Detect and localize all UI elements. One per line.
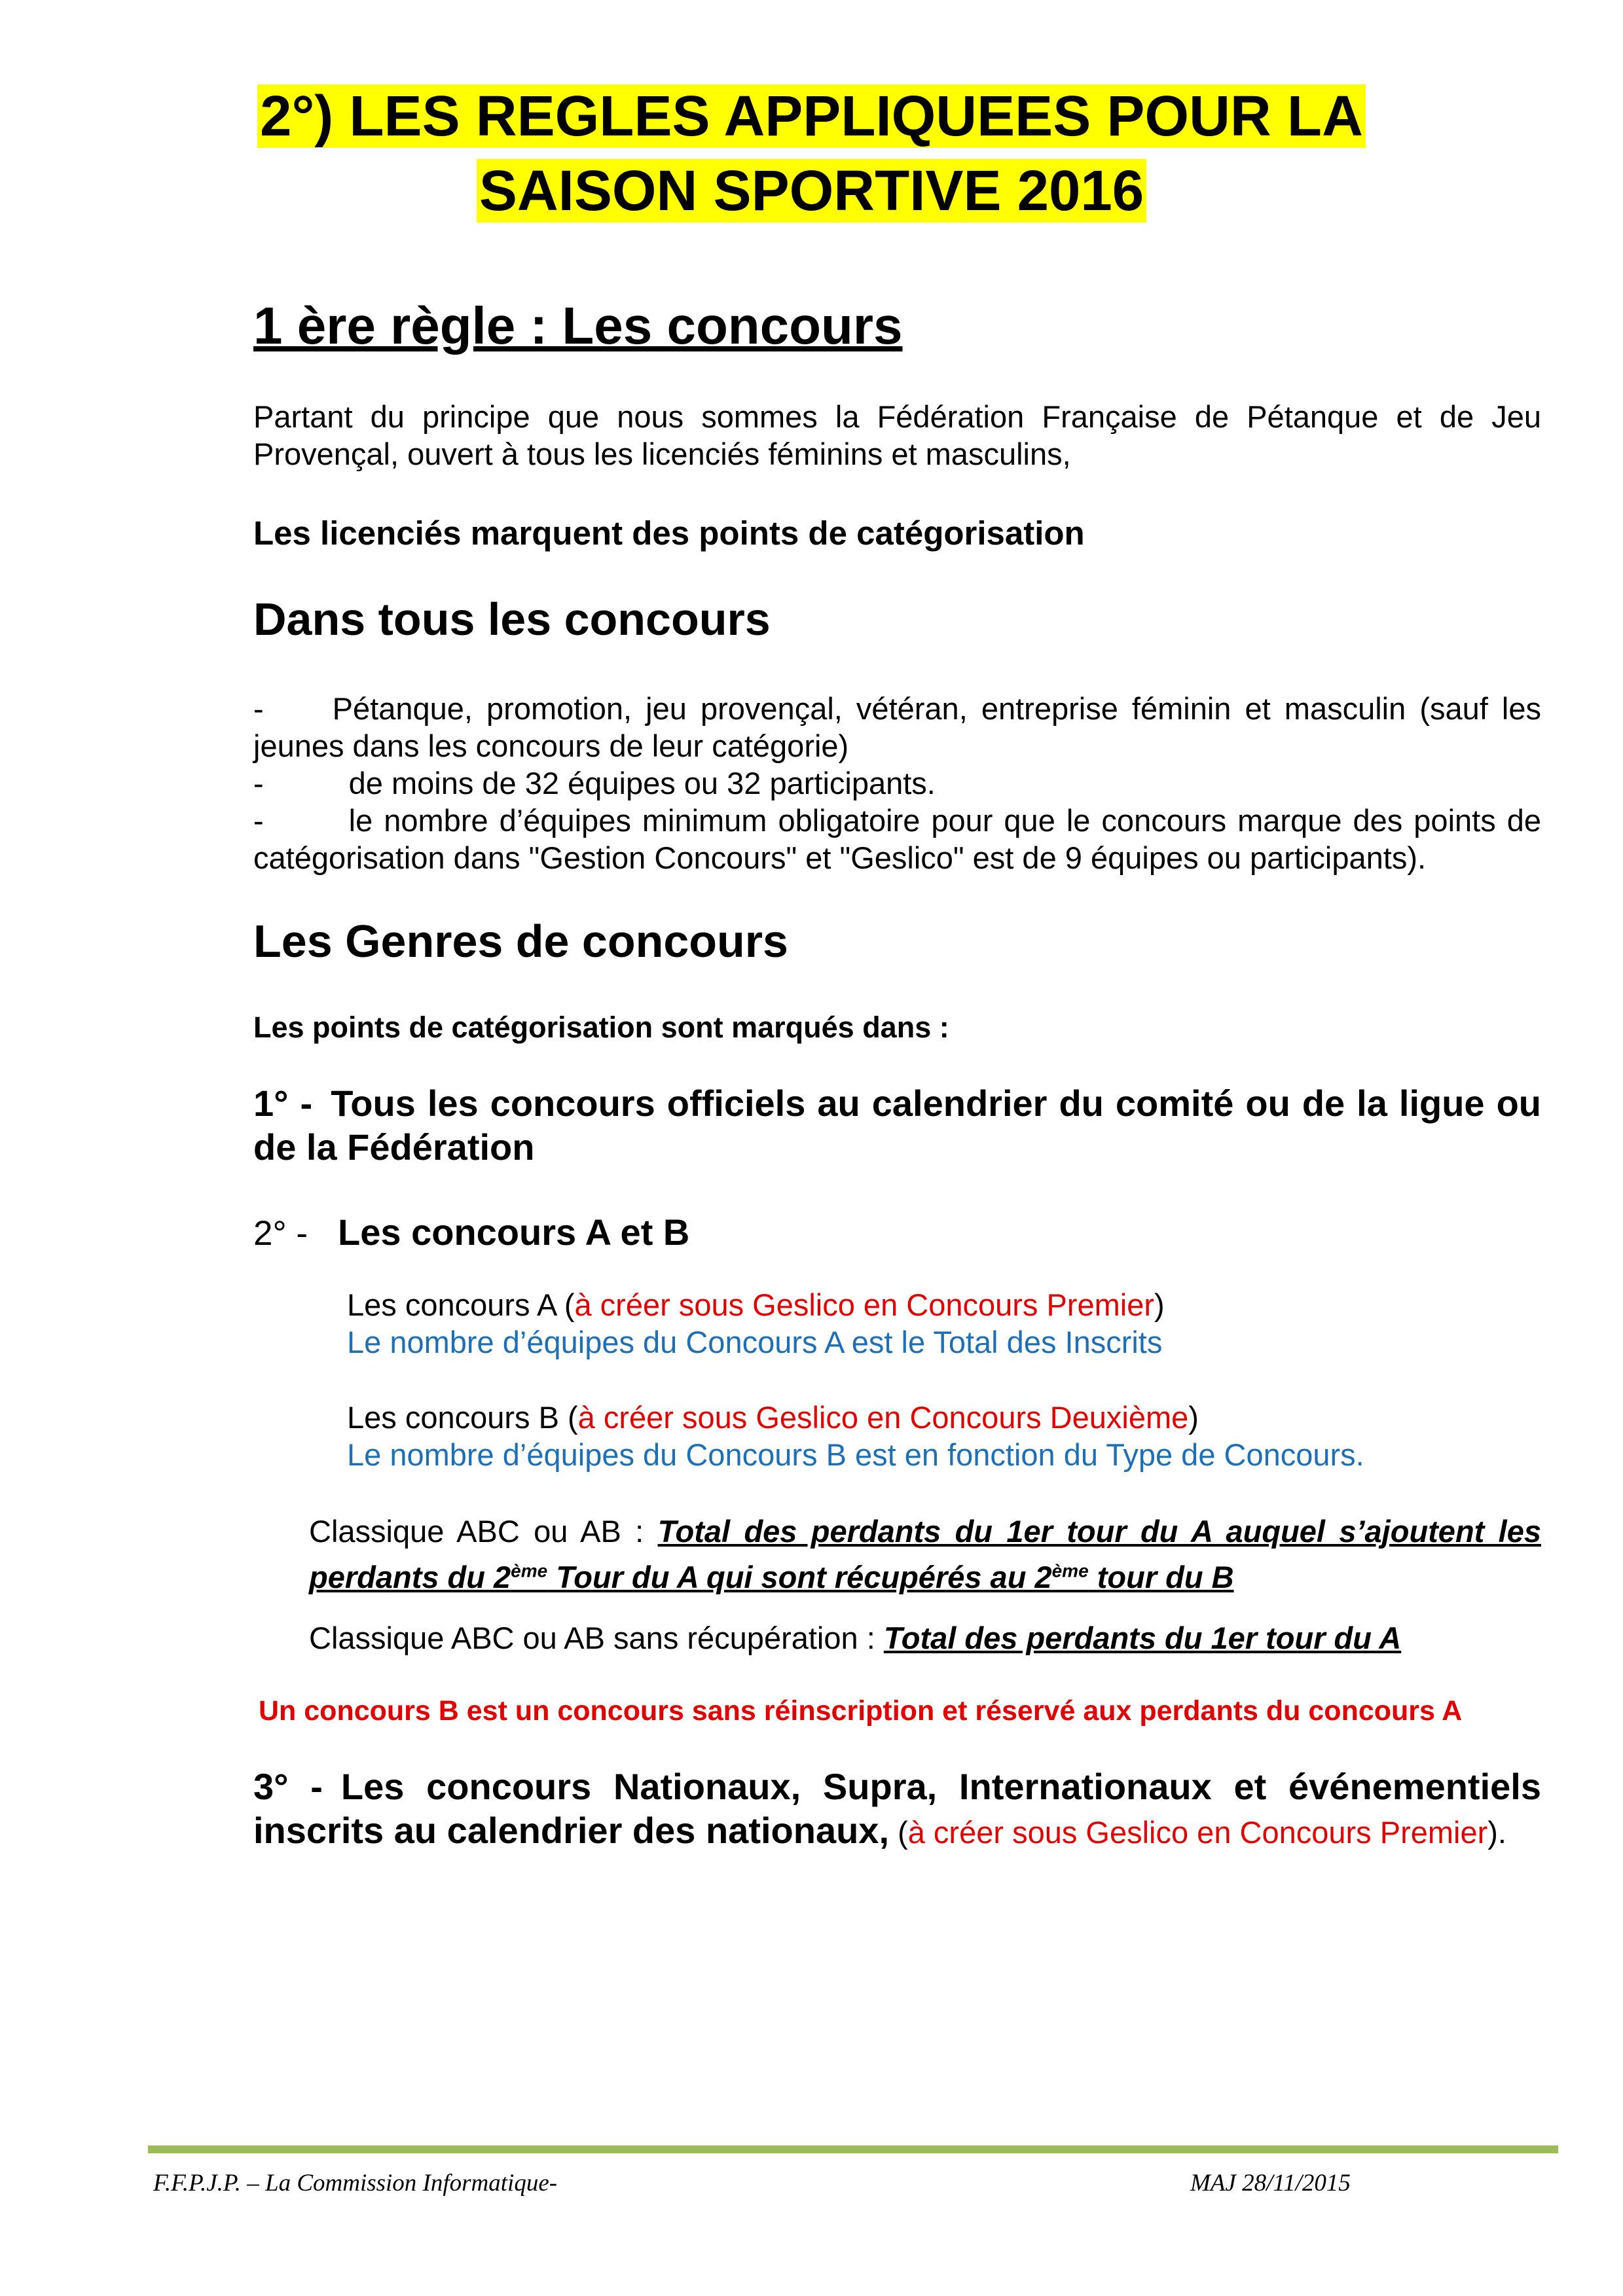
footer-left: F.F.P.J.P. – La Commission Informatique- [153, 2170, 558, 2197]
item-number: 3° - [253, 1766, 323, 1807]
list-item [253, 802, 1541, 876]
classic-abc-label: Classique ABC ou AB : [309, 1514, 658, 1549]
genre-item-2 [253, 1211, 689, 1253]
classic-abc-text-c: tour du B [1088, 1559, 1234, 1594]
contest-b-prefix: Les concours B ( [347, 1400, 578, 1435]
item-text: Les concours A et B [338, 1211, 690, 1253]
page-title-line-2 [0, 158, 1623, 224]
list-item [253, 690, 1541, 764]
list-item-text: le nombre d’équipes minimum obligatoire pour que le concours marque des points de catégorisation dans "Gestion Concours" et "Geslico" est de 9 équipes ou participants). [253, 803, 1541, 875]
contest-b-instruction: à créer sous Geslico en Concours Deuxième [577, 1400, 1189, 1435]
superscript: ème [511, 1560, 548, 1581]
title-text-1: 2°) LES REGLES APPLIQUEES POUR LA [257, 84, 1366, 148]
genres-subtitle: Les points de catégorisation sont marqués dans : [253, 1011, 949, 1044]
section-heading-genres: Les Genres de concours [253, 916, 788, 967]
item-text: Les concours Nationaux, Supra, Internationaux et événementiels inscrits au calendrier des nationaux, [253, 1766, 1541, 1851]
contest-b-line [347, 1399, 1199, 1435]
dash-marker: - [253, 766, 264, 800]
classic-abc-rule [309, 1512, 1541, 1597]
dash-marker: - [253, 691, 264, 726]
classic-no-recovery-text: Total des perdants du 1er tour du A [883, 1621, 1402, 1655]
list-item-text: Pétanque, promotion, jeu provençal, vétéran, entreprise féminin et masculin (sauf les jeunes dans les concours de leur catégorie) [253, 691, 1541, 763]
intro-paragraph: Partant du principe que nous sommes la Fédération Française de Pétanque et de Jeu Provençal, ouvert à tous les licenciés féminins et masculins, [253, 399, 1541, 471]
contest-a-suffix: ) [1154, 1287, 1165, 1322]
contest-b-note: Le nombre d’équipes du Concours B est en fonction du Type de Concours. [347, 1437, 1364, 1472]
title-text-2: SAISON SPORTIVE 2016 [477, 159, 1146, 223]
classic-abc-text-b: Tour du A qui sont récupérés au 2 [547, 1559, 1052, 1594]
footer-divider [148, 2145, 1558, 2153]
superscript: ème [1051, 1560, 1089, 1581]
contest-a-prefix: Les concours A ( [347, 1287, 575, 1322]
paren-close: ). [1487, 1815, 1506, 1850]
item-text: Tous les concours officiels au calendrier du comité ou de la ligue ou de la Fédération [253, 1083, 1541, 1168]
contest-a-note: Le nombre d’équipes du Concours A est le Total des Inscrits [347, 1325, 1163, 1359]
footer-date: MAJ 28/11/2015 [1190, 2170, 1351, 2197]
section-heading-all-contests: Dans tous les concours [253, 594, 771, 645]
classic-no-recovery-rule [309, 1620, 1401, 1656]
dash-marker: - [253, 803, 264, 838]
list-item-text: de moins de 32 équipes ou 32 participants. [348, 766, 936, 800]
contest-b-warning: Un concours B est un concours sans réinscription et réservé aux perdants du concours A [259, 1695, 1463, 1727]
contest-a-instruction: à créer sous Geslico en Concours Premier [574, 1287, 1155, 1322]
item-number: 2° - [253, 1214, 308, 1253]
genre-item-3 [253, 1765, 1541, 1854]
item-number: 1° - [253, 1083, 313, 1124]
rule-heading: 1 ère règle : Les concours [253, 296, 903, 355]
points-statement: Les licenciés marquent des points de catégorisation [253, 514, 1085, 552]
classic-no-recovery-label: Classique ABC ou AB sans récupération : [309, 1621, 884, 1655]
paren-open: ( [889, 1815, 908, 1850]
item-3-instruction: à créer sous Geslico en Concours Premier [907, 1815, 1488, 1850]
list-item [253, 764, 1541, 802]
contest-a-line [347, 1287, 1165, 1323]
contest-b-suffix: ) [1188, 1400, 1199, 1435]
page-title-line-1 [0, 84, 1623, 149]
classic-abc-text-a: Total des perdants du 1er tour du A auquel s’ajoutent les perdants du 2 [309, 1514, 1541, 1594]
genre-item-1 [253, 1081, 1541, 1169]
